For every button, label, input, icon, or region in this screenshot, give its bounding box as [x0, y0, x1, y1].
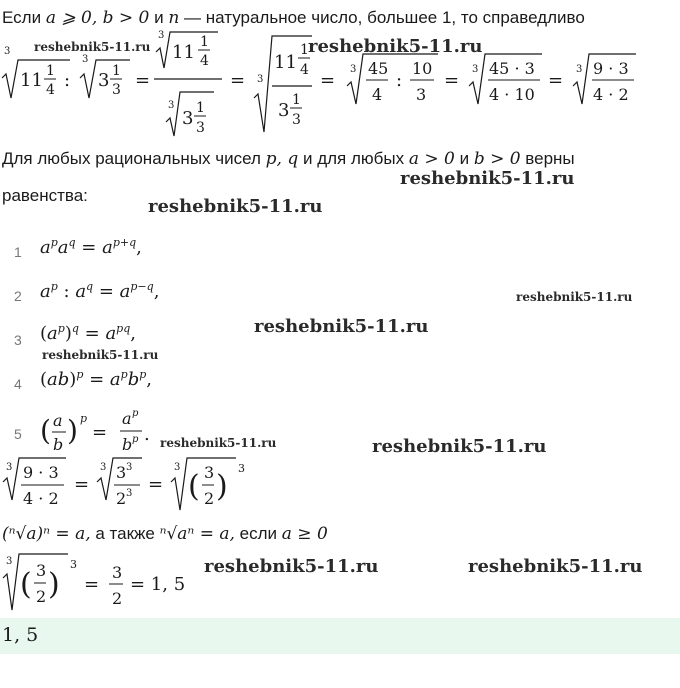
svg-text:3: 3 [196, 120, 205, 136]
rule-number: 4 [14, 376, 22, 392]
eq-num: 1 [46, 63, 55, 79]
svg-text:3: 3 [70, 558, 77, 571]
watermark: reshebnik5-11.ru [160, 436, 277, 450]
svg-text:=: = [74, 474, 90, 495]
line2-vars: p, q [265, 149, 299, 169]
svg-text:3: 3 [472, 64, 479, 75]
svg-text:3: 3 [6, 556, 13, 567]
svg-text:1: 1 [300, 42, 309, 58]
svg-text:=: = [444, 70, 460, 91]
watermark: reshebnik5-11.ru [308, 36, 483, 57]
svg-text:10: 10 [412, 59, 433, 78]
svg-text:2: 2 [116, 489, 127, 508]
intro-condition: a ⩾ 0, b > 0 [45, 8, 150, 28]
svg-text:3: 3 [126, 462, 133, 473]
svg-text:3: 3 [116, 463, 127, 482]
svg-text:3: 3 [292, 112, 301, 128]
watermark: reshebnik5-11.ru [148, 196, 323, 217]
watermark: reshebnik5-11.ru [468, 556, 643, 577]
svg-text:.: . [144, 424, 150, 445]
rule-number: 5 [14, 426, 22, 442]
svg-text:3: 3 [36, 561, 47, 580]
svg-text:4: 4 [372, 85, 383, 104]
watermark: reshebnik5-11.ru [516, 290, 633, 304]
property-condition: a ≥ 0 [281, 524, 328, 544]
svg-text:=: = [148, 474, 164, 495]
svg-text::: : [64, 70, 71, 91]
svg-text:a: a [53, 411, 63, 430]
svg-text:(: ( [40, 414, 51, 447]
rule-number: 3 [14, 332, 22, 348]
svg-text::: : [396, 70, 403, 91]
rational-numbers-line [2, 149, 575, 169]
svg-text:3: 3 [100, 462, 107, 473]
equation-result [2, 552, 202, 616]
svg-text:4 · 2: 4 · 2 [593, 85, 629, 104]
svg-text:p: p [132, 408, 139, 419]
intro-line [2, 8, 585, 28]
svg-text:3: 3 [182, 108, 194, 129]
svg-text:2: 2 [112, 589, 123, 608]
svg-text:=: = [135, 70, 151, 91]
eq-num: 4 [46, 82, 55, 98]
rule-formula: $(a^p)^q = a^{pq}$, [40, 322, 136, 344]
answer-value: 1, 5 [2, 624, 39, 646]
svg-text:45: 45 [368, 59, 389, 78]
svg-text:3: 3 [82, 54, 89, 65]
intro-prefix: Если [2, 8, 42, 27]
svg-text:2: 2 [36, 587, 47, 606]
svg-text:3: 3 [158, 30, 165, 41]
svg-text:=: = [320, 70, 336, 91]
svg-text:=: = [548, 70, 564, 91]
intro-n: n [168, 8, 180, 28]
svg-text:4: 4 [300, 62, 309, 78]
svg-text:): ) [67, 414, 78, 447]
svg-text:3: 3 [204, 463, 215, 482]
svg-text:b: b [122, 435, 133, 454]
svg-text:3: 3 [350, 64, 357, 75]
svg-text:1: 1 [200, 34, 209, 50]
watermark: reshebnik5-11.ru [372, 436, 547, 457]
svg-text:3: 3 [126, 488, 133, 499]
svg-text:(: ( [188, 469, 200, 504]
svg-text:3: 3 [112, 563, 123, 582]
svg-text:3: 3 [257, 74, 264, 85]
svg-text:1: 1 [292, 92, 301, 108]
property-also: а также [95, 524, 155, 543]
intro-and: и [154, 8, 164, 27]
line2-mid: и для любых [302, 149, 405, 168]
equation-simplify [2, 456, 262, 522]
answer-box [0, 618, 680, 654]
rule-formula: $(ab)^p = a^pb^p$, [40, 368, 153, 390]
svg-text:3: 3 [576, 64, 583, 75]
watermark: reshebnik5-11.ru [34, 40, 151, 54]
svg-text:3: 3 [168, 100, 175, 111]
watermark: reshebnik5-11.ru [254, 316, 429, 337]
svg-text:3: 3 [112, 82, 121, 98]
svg-text:b: b [53, 435, 64, 454]
property-if: если [239, 524, 278, 543]
rule-number: 2 [14, 288, 22, 304]
svg-text:3: 3 [278, 100, 290, 121]
svg-text:): ) [48, 567, 60, 602]
svg-text:9 · 3: 9 · 3 [23, 463, 59, 482]
property-formula-1: (ⁿ√a)ⁿ = a, [2, 524, 91, 544]
svg-text:a: a [122, 409, 132, 428]
svg-text:=: = [84, 574, 100, 595]
svg-text:3: 3 [238, 462, 245, 475]
svg-text:=: = [230, 70, 246, 91]
rule-formula: $a^p$ : $a^q = a^{p-q}$, [40, 280, 160, 302]
eq-index: 3 [4, 46, 11, 57]
svg-text:9 · 3: 9 · 3 [593, 59, 629, 78]
line2-end: верны [525, 149, 575, 168]
svg-text:45 · 3: 45 · 3 [489, 59, 535, 78]
rule-5-formula [40, 406, 170, 460]
equalities-label: равенства: [2, 186, 88, 205]
svg-text:3: 3 [174, 462, 181, 473]
svg-text:1: 1 [196, 100, 205, 116]
line2-and: и [459, 149, 470, 168]
svg-text:= 1, 5: = 1, 5 [130, 574, 186, 595]
rule-number: 1 [14, 244, 22, 260]
svg-text:4 · 2: 4 · 2 [23, 489, 59, 508]
svg-text:2: 2 [204, 489, 215, 508]
watermark: reshebnik5-11.ru [400, 168, 575, 189]
property-formula-2: ⁿ√aⁿ = a, [159, 524, 235, 544]
svg-text:p: p [132, 434, 139, 445]
line2-start: Для любых рациональных чисел [2, 149, 261, 168]
root-property-line [2, 524, 328, 544]
svg-text:4: 4 [200, 53, 209, 69]
watermark: reshebnik5-11.ru [204, 556, 379, 577]
line2-cond-a: a > 0 [408, 149, 455, 169]
svg-text:=: = [92, 422, 108, 443]
svg-text:4 · 10: 4 · 10 [489, 85, 535, 104]
svg-text:3: 3 [98, 70, 110, 91]
svg-text:(: ( [20, 567, 32, 602]
rule-formula: $a^pa^q = a^{p+q}$, [40, 236, 142, 258]
line2-cond-b: b > 0 [473, 149, 521, 169]
svg-text:11: 11 [172, 42, 195, 63]
equation-cube-root-chain [2, 28, 642, 136]
intro-suffix: — натуральное число, большее 1, то справедливо [184, 8, 585, 27]
svg-text:): ) [216, 469, 228, 504]
eq-num: 11 [20, 70, 43, 91]
svg-text:p: p [80, 412, 88, 425]
svg-text:3: 3 [416, 85, 427, 104]
svg-text:1: 1 [112, 63, 121, 79]
watermark: reshebnik5-11.ru [42, 348, 159, 362]
svg-text:3: 3 [6, 462, 13, 473]
svg-text:11: 11 [274, 52, 297, 73]
